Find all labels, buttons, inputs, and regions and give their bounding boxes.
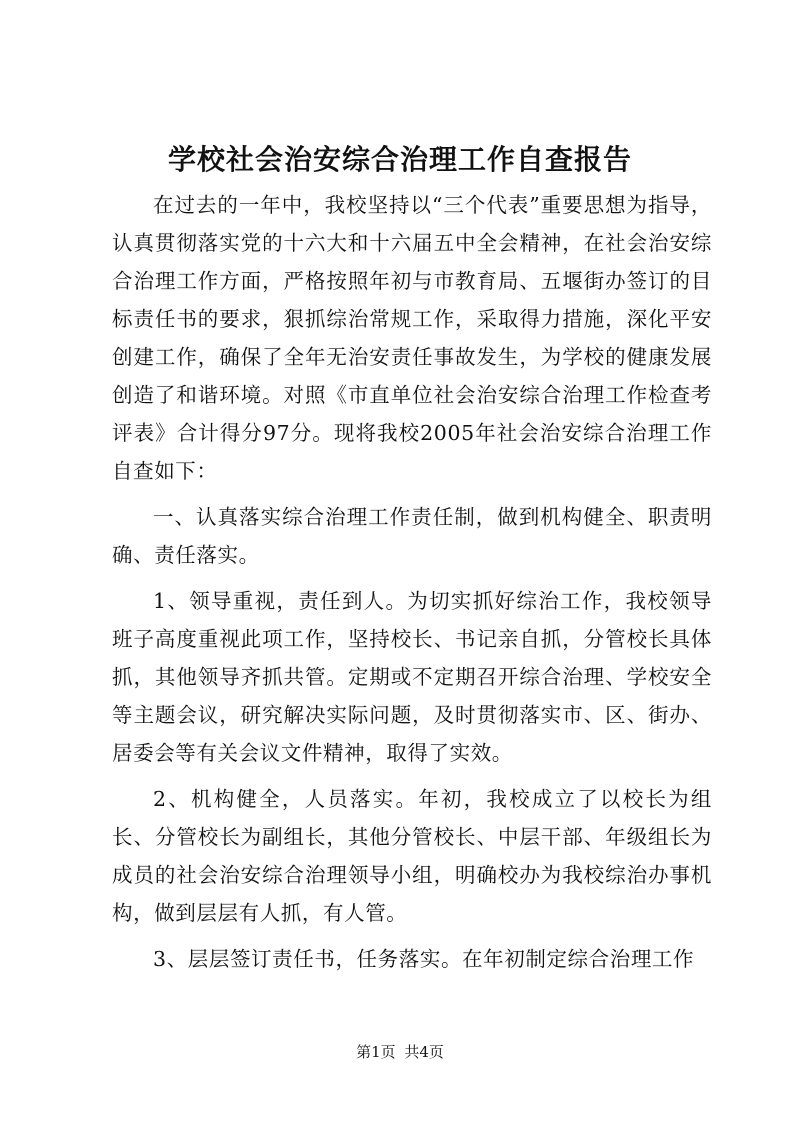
- document-body: [112, 186, 712, 986]
- paragraph-item-3: 3、层层签订责任书，任务落实。在年初制定综合治理工作: [153, 947, 695, 971]
- page-number-footer: 第1页 共4页: [356, 1043, 444, 1061]
- paragraph-intro: 在过去的一年中，我校坚持以“三个代表”重要思想为指导，认真贯彻落实党的十六大和十六届五中全会精神，在社会治安综合治理工作方面，严格按照年初与市教育局、五堰街办签订的目标责任书的要求，狠抓综治常规工作，采取得力措施，深化平安创建工作，确保了全年无治安责任事故发生，为学校的健康发展创造了和谐环境。对照《市直单位社会治安综合治理工作检查考评表》合计得分97分。现将我校2005年社会治安综合治理工作自查如下：: [112, 193, 712, 483]
- paragraph-section-1-heading: 一、认真落实综合治理工作责任制，做到机构健全、职责明确、责任落实。: [112, 505, 712, 567]
- document-title: 学校社会治安综合治理工作自查报告: [167, 143, 632, 176]
- paragraph-item-1: 1、领导重视，责任到人。为切实抓好综治工作，我校领导班子高度重视此项工作，坚持校长、书记亲自抓，分管校长具体抓，其他领导齐抓共管。定期或不定期召开综合治理、学校安全等主题会议，研究解决实际问题，及时贯彻落实市、区、街办、居委会等有关会议文件精神，取得了实效。: [112, 589, 712, 765]
- paragraph-item-2: 2、机构健全，人员落实。年初，我校成立了以校长为组长、分管校长为副组长，其他分管校长、中层干部、年级组长为成员的社会治安综合治理领导小组，明确校办为我校综治办事机构，做到层层有人抓，有人管。: [112, 787, 712, 925]
